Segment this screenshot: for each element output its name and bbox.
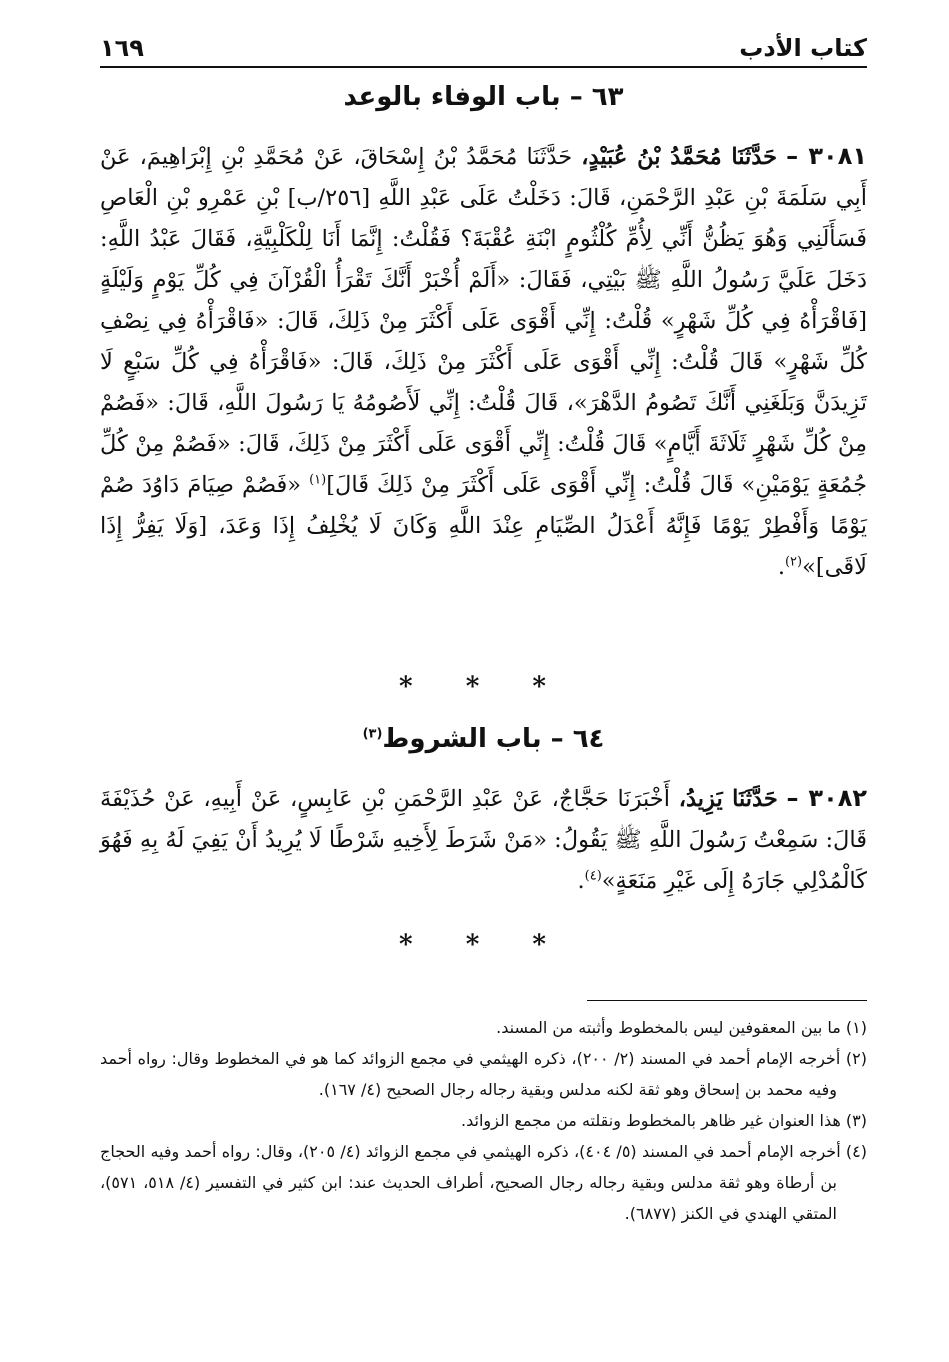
hadith-end: . — [577, 868, 585, 894]
section-separator: * * * — [399, 672, 568, 702]
hadith-number: ٣٠٨١ – — [786, 142, 867, 170]
chapter-title-text: ٦٣ – باب الوفاء بالوعد — [343, 82, 624, 112]
hadith-3081 — [100, 136, 867, 588]
hadith-number: ٣٠٨٢ – — [786, 784, 868, 812]
hadith-3082 — [100, 778, 867, 902]
chapter-title-text: ٦٤ – باب الشروط — [382, 724, 605, 754]
footnote-1: (١) ما بين المعقوفين ليس بالمخطوط وأثبته من المسند. — [496, 1018, 867, 1037]
book-title: كتاب الأدب — [739, 34, 867, 62]
footnote-marker: (٢) — [784, 554, 803, 570]
footnote-4: (٤) أخرجه الإمام أحمد في المسند (٥/ ٤٠٤)، ذكره الهيثمي في مجمع الزوائد (٤/ ٢٠٥)، وقال: رواه أحمد وفيه الحجاج بن أرطاة وهو ثقة مدلس وبقية رجاله رجال الصحيح، أطراف الحديث عند: ابن كثير في التفسير (٤/ ٥١٨، ٥٧١)، المتقي الهندي في الكنز (٦٨٧٧). — [100, 1142, 868, 1223]
hadith-text: أَخْبَرَنَا حَجَّاجٌ، عَنْ عَبْدِ الرَّحْمَنِ بْنِ عَابِسٍ، عَنْ أَبِيهِ، عَنْ حُذَيْفَةَ قَالَ: سَمِعْتُ رَسُولَ اللَّهِ ﷺ يَقُولُ: «مَنْ شَرَطَ لِأَخِيهِ شَرْطًا لَا يُرِيدُ أَنْ يَفِيَ لَهُ بِهِ فَهُوَ كَالْمُدْلِي جَارَهُ إِلَى غَيْرِ مَنَعَةٍ» — [100, 786, 867, 894]
chapter-title-64 — [100, 724, 867, 754]
hadith-sanad: حَدَّثَنَا مُحَمَّدُ بْنُ عُبَيْدٍ، — [581, 144, 778, 170]
hadith-text: حَدَّثَنَا مُحَمَّدُ بْنُ إِسْحَاقَ، عَنْ مُحَمَّدِ بْنِ إِبْرَاهِيمَ، عَنْ أَبِي سَلَمَةَ بْنِ عَبْدِ الرَّحْمَنِ، قَالَ: دَخَلْتُ عَلَى عَبْدِ اللَّهِ [٢٥٦/ب] بْنِ عَمْرِو بْنِ الْعَاصِ فَسَأَلَنِي وَهُوَ يَظُنُّ أَنِّي لِأُمِّ كُلْثُومٍ ابْنَةِ عُقْبَةَ؟ فَقُلْتُ: إِنَّمَا أَنَا لِلْكَلْبِيَّةِ، فَقَالَ عَبْدُ اللَّهِ: دَخَلَ عَلَيَّ رَسُولُ اللَّهِ ﷺ بَيْتِي، فَقَالَ: «أَلَمْ أُخْبَرْ أَنَّكَ تَقْرَأُ الْقُرْآنَ فِي كُلِّ يَوْمٍ وَلَيْلَةٍ [فَاقْرَأْهُ فِي كُلِّ شَهْرٍ» قُلْتُ: إِنِّي أَقْوَى عَلَى أَكْثَرَ مِنْ ذَلِكَ، قَالَ: «فَاقْرَأْهُ فِي نِصْفِ كُلِّ شَهْرٍ» قَالَ قُلْتُ: إِنِّي أَقْوَى عَلَى أَكْثَرَ مِنْ ذَلِكَ، قَالَ: «فَاقْرَأْهُ فِي كُلِّ سَبْعٍ لَا تَزِيدَنَّ وَبَلَغَنِي أَنَّكَ تَصُومُ الدَّهْرَ»، قَالَ قُلْتُ: إِنِّي لَأَصُومُهُ يَا رَسُولَ اللَّهِ، قَالَ: «فَصُمْ مِنْ كُلِّ شَهْرٍ ثَلَاثَةَ أَيَّامٍ» قَالَ قُلْتُ: إِنِّي أَقْوَى عَلَى أَكْثَرَ مِنْ ذَلِكَ، قَالَ: «فَصُمْ مِنْ كُلِّ جُمُعَةٍ يَوْمَيْنِ» قَالَ قُلْتُ: إِنِّي أَقْوَى عَلَى أَكْثَرَ مِنْ ذَلِكَ قَالَ] — [100, 144, 867, 498]
running-header — [100, 22, 867, 62]
footnote-marker: (٣) — [362, 726, 383, 742]
footnote-rule — [587, 1000, 867, 1001]
page-number: ١٦٩ — [100, 34, 144, 62]
hadith-end: . — [777, 554, 785, 580]
footnote-3: (٣) هذا العنوان غير ظاهر بالمخطوط ونقلته من مجمع الزوائد. — [461, 1111, 867, 1130]
footnote-2: (٢) أخرجه الإمام أحمد في المسند (٢/ ٢٠٠)، ذكره الهيثمي في مجمع الزوائد كما هو في المخطوط وقال: رواه أحمد وفيه محمد بن إسحاق وهو ثقة لكنه مدلس وبقية رجاله رجال الصحيح (٤/ ١٦٧). — [100, 1049, 867, 1099]
hadith-text-continued: «فَصُمْ صِيَامَ دَاوُدَ صُمْ يَوْمًا وَأَفْطِرْ يَوْمًا فَإِنَّهُ أَعْدَلُ الصِّيَامِ عِنْدَ اللَّهِ وَكَانَ لَا يُخْلِفُ إِذَا وَعَدَ، [وَلَا يَفِرُّ إِذَا لَاقَى]» — [100, 472, 867, 580]
section-separator: * * * — [399, 930, 568, 960]
footnote-marker: (٤) — [584, 868, 602, 884]
chapter-title-63 — [100, 82, 867, 112]
hadith-sanad: حَدَّثَنَا يَزِيدُ، — [678, 786, 778, 812]
footnote-marker: (١) — [309, 472, 327, 488]
footnotes — [100, 1012, 867, 1229]
header-rule — [100, 66, 867, 68]
